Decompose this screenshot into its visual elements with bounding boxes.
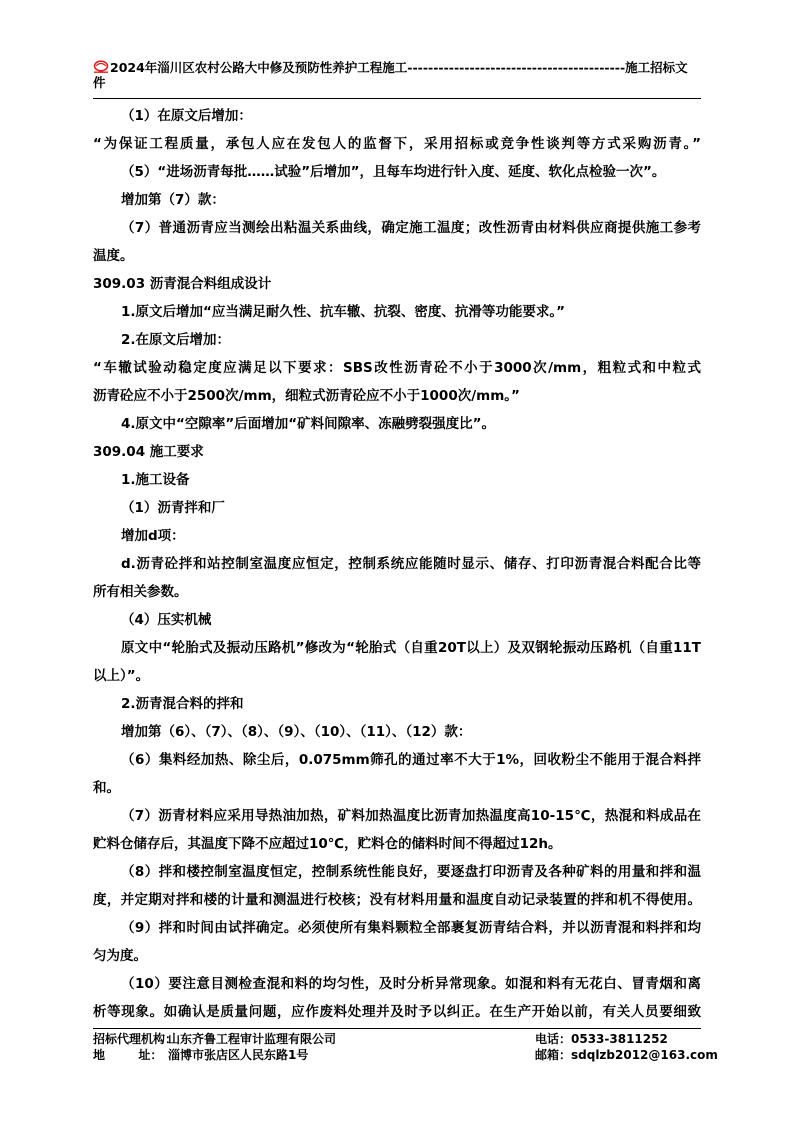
text-line: 4.原文中“空隙率”后面增加“矿料间隙率、冻融劈裂强度比”。: [121, 416, 496, 432]
section-heading: 309.03 沥青混合料组成设计: [93, 276, 272, 292]
text-line: 增加第（7）款：: [121, 192, 225, 208]
text-line: （8）拌和楼控制室温度恒定，控制系统性能良好，要逐盘打印沥青及各种矿料的用量和拌和温: [121, 864, 701, 880]
header-title-line2: 件: [93, 75, 106, 90]
text-line: “为保证工程质量，承包人应在发包人的监督下，采用招标或竞争性谈判等方式采购沥青。”: [93, 136, 701, 152]
footer-divider: [93, 1028, 701, 1029]
text-line: 析等现象。如确认是质量问题，应作废料处理并及时予以纠正。在生产开始以前，有关人员要细致: [93, 1004, 701, 1020]
text-line: 2.沥青混合料的拌和: [121, 696, 244, 712]
text-line: 贮料仓储存后，其温度下降不应超过10℃，贮料仓的储料时间不得超过12h。: [93, 836, 562, 852]
text-line: d.沥青砼拌和站控制室温度应恒定，控制系统应能随时显示、储存、打印沥青混合料配合比等: [121, 556, 701, 572]
address-label: 地 址：: [93, 1048, 163, 1062]
text-line: 增加d项：: [121, 528, 185, 544]
text-line: （6）集料经加热、除尘后，0.075mm筛孔的通过率不大于1%，回收粉尘不能用于混合料拌: [121, 752, 701, 768]
text-line: （4）压实机械: [121, 612, 212, 628]
phone-label: 电话：: [535, 1032, 572, 1046]
agency-value: 山东齐鲁工程审计监理有限公司: [168, 1032, 337, 1046]
text-line: （9）拌和时间由试拌确定。必须使所有集料颗粒全部裹复沥青结合料，并以沥青混和料拌和均: [121, 920, 701, 936]
text-line: 匀为度。: [93, 948, 147, 964]
text-line: 1.原文后增加“应当满足耐久性、抗车辙、抗裂、密度、抗滑等功能要求。”: [121, 304, 566, 320]
text-line: “车辙试验动稳定度应满足以下要求：SBS改性沥青砼不小于3000次/mm，粗粒式和中粒式: [93, 360, 701, 376]
text-line: （10）要注意目测检查混和料的均匀性，及时分析异常现象。如混和料有无花白、冒青烟和离: [121, 976, 701, 992]
text-line: 度，并定期对拌和楼的计量和测温进行校核；没有材料用量和温度自动记录装置的拌和机不得使用。: [93, 892, 701, 908]
email-value: sdqlzb2012@163.com: [571, 1048, 718, 1062]
text-line: （1）沥青拌和厂: [121, 500, 225, 516]
address-value: 淄博市张店区人民东路1号: [168, 1048, 309, 1062]
seal-logo-icon: [93, 60, 109, 74]
text-line: 以上）”。: [93, 668, 150, 684]
header-title-line1: 2024年淄川区农村公路大中修及预防性养护工程施工------------------------------------------施工招标文: [110, 60, 688, 75]
agency-label: 招标代理机构：: [93, 1032, 178, 1046]
text-line: （5）“进场沥青每批……试验”后增加”，且每车均进行针入度、延度、软化点检验一次”。: [121, 164, 666, 180]
text-line: （7）普通沥青应当测绘出粘温关系曲线，确定施工温度；改性沥青由材料供应商提供施工参考: [121, 220, 701, 236]
text-line: 所有相关参数。: [93, 584, 188, 600]
section-heading: 309.04 施工要求: [93, 444, 204, 460]
page-header: [93, 60, 701, 90]
text-line: 1.施工设备: [121, 472, 190, 488]
text-line: （1）在原文后增加：: [121, 108, 252, 124]
text-line: 和。: [93, 780, 120, 796]
text-line: 原文中“轮胎式及振动压路机”修改为“轮胎式（自重20T以上）及双钢轮振动压路机（自重11T: [121, 640, 701, 656]
text-line: 温度。: [93, 248, 134, 264]
text-line: 2.在原文后增加：: [121, 332, 231, 348]
text-line: （7）沥青材料应采用导热油加热，矿料加热温度比沥青加热温度高10-15℃，热混和料成品在: [121, 808, 701, 824]
phone-value: 0533-3811252: [571, 1032, 668, 1046]
header-divider: [93, 98, 701, 99]
text-line: 增加第（6）、（7）、（8）、（9）、（10）、（11）、（12）款：: [121, 724, 472, 740]
email-label: 邮箱：: [535, 1048, 572, 1062]
text-line: 沥青砼应不小于2500次/mm，细粒式沥青砼应不小于1000次/mm。”: [93, 388, 520, 404]
